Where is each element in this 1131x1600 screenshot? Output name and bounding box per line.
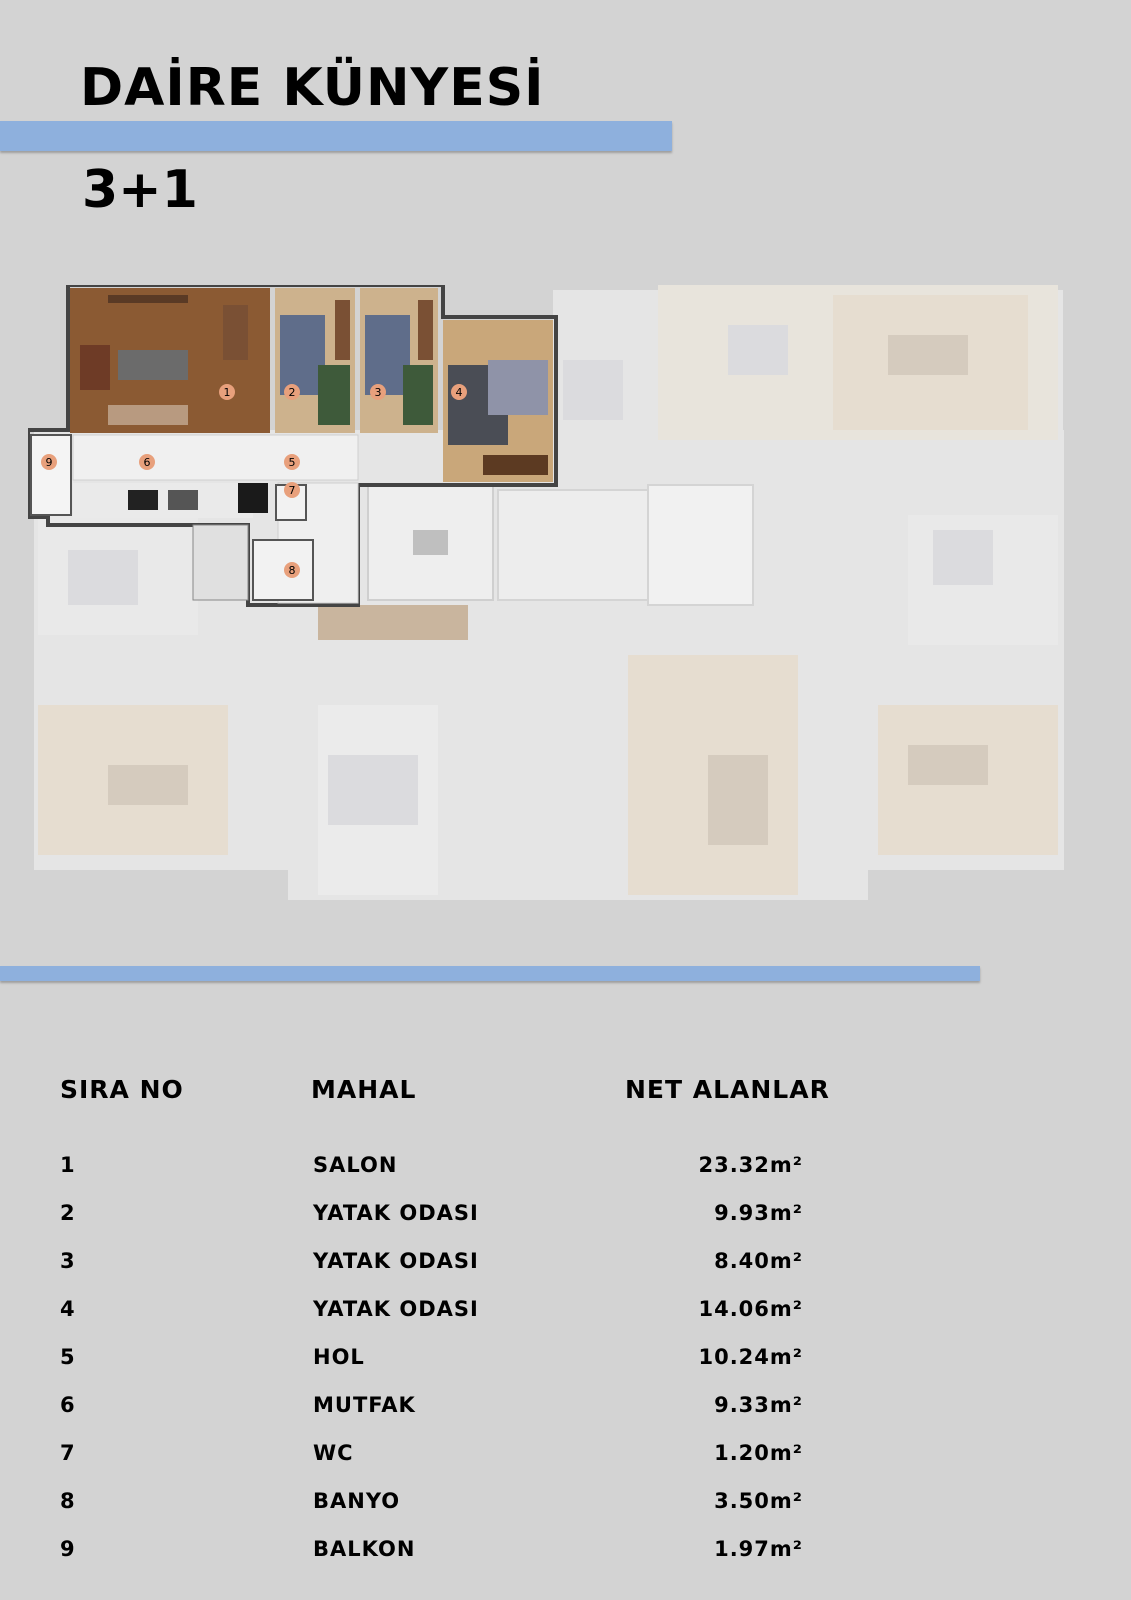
- table-row: [58, 1201, 938, 1241]
- table-row: [58, 1393, 938, 1433]
- row-no: 9: [60, 1537, 76, 1561]
- row-no: 1: [60, 1153, 76, 1177]
- room-marker-8: [284, 562, 300, 578]
- svg-text:4: 4: [455, 386, 463, 399]
- table-row: [58, 1345, 938, 1385]
- row-no: 5: [60, 1345, 76, 1369]
- row-name: HOL: [313, 1345, 365, 1369]
- row-name: MUTFAK: [313, 1393, 416, 1417]
- room-bedroom-2: [275, 288, 355, 433]
- row-area: 3.50m²: [714, 1489, 803, 1513]
- row-area: 1.97m²: [714, 1537, 803, 1561]
- room-marker-5: [284, 454, 300, 470]
- row-name: YATAK ODASI: [313, 1249, 479, 1273]
- table-row: [58, 1441, 938, 1481]
- room-bedroom-3: [360, 288, 438, 433]
- room-marker-3: [370, 384, 386, 400]
- header-sira-no: SIRA NO: [60, 1075, 184, 1104]
- row-name: SALON: [313, 1153, 398, 1177]
- table-row: [58, 1489, 938, 1529]
- row-no: 4: [60, 1297, 76, 1321]
- header-mahal: MAHAL: [311, 1075, 417, 1104]
- row-area: 9.93m²: [714, 1201, 803, 1225]
- table-accent-bar: [0, 966, 980, 981]
- row-area: 10.24m²: [698, 1345, 803, 1369]
- room-marker-1: [219, 384, 235, 400]
- floor-plan: [28, 285, 1090, 925]
- svg-text:1: 1: [223, 386, 231, 399]
- table-row: [58, 1249, 938, 1289]
- svg-text:7: 7: [288, 484, 296, 497]
- room-marker-2: [284, 384, 300, 400]
- apartment-type: 3+1: [82, 160, 198, 220]
- room-marker-6: [139, 454, 155, 470]
- svg-text:9: 9: [45, 456, 53, 469]
- row-name: YATAK ODASI: [313, 1297, 479, 1321]
- row-no: 6: [60, 1393, 76, 1417]
- row-area: 9.33m²: [714, 1393, 803, 1417]
- header-net-alanlar: NET ALANLAR: [625, 1075, 830, 1104]
- table-row: [58, 1537, 938, 1577]
- room-bedroom-4: [443, 320, 553, 482]
- page-title: DAİRE KÜNYESİ: [80, 58, 545, 118]
- table-row: [58, 1153, 938, 1193]
- title-accent-bar: [0, 121, 672, 151]
- room-salon: [70, 288, 270, 433]
- svg-text:8: 8: [288, 564, 296, 577]
- row-name: YATAK ODASI: [313, 1201, 479, 1225]
- row-area: 1.20m²: [714, 1441, 803, 1465]
- room-marker-4: [451, 384, 467, 400]
- room-marker-7: [284, 482, 300, 498]
- svg-text:3: 3: [374, 386, 382, 399]
- row-area: 8.40m²: [714, 1249, 803, 1273]
- row-area: 23.32m²: [698, 1153, 803, 1177]
- row-no: 8: [60, 1489, 76, 1513]
- row-name: WC: [313, 1441, 354, 1465]
- row-name: BANYO: [313, 1489, 401, 1513]
- row-area: 14.06m²: [698, 1297, 803, 1321]
- table-row: [58, 1297, 938, 1337]
- row-no: 7: [60, 1441, 76, 1465]
- row-no: 2: [60, 1201, 76, 1225]
- row-name: BALKON: [313, 1537, 416, 1561]
- row-no: 3: [60, 1249, 76, 1273]
- svg-text:6: 6: [143, 456, 151, 469]
- room-marker-9: [41, 454, 57, 470]
- svg-text:2: 2: [288, 386, 296, 399]
- svg-text:5: 5: [288, 456, 296, 469]
